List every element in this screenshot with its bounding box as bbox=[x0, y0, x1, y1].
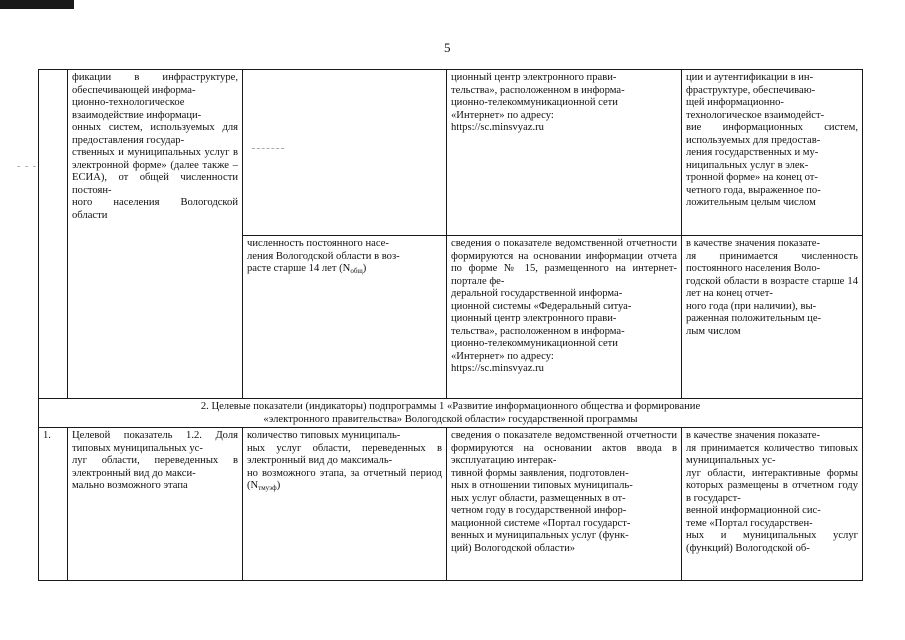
variable-close: ) bbox=[362, 263, 367, 274]
calculation-note-cell: в качестве значения показате- ля принимается количество типовых муниципальных ус- луг области, интерактивные формы которых размещены в отчетном году в государст- венной информационной сис- теме «Портал государствен- ных и муниципальных услуг (функций) Вологодской об- bbox=[686, 430, 858, 554]
indicator-name-cell: фикации в инфраструктуре, обеспечивающей информа- ционно-технологическое взаимодействие информаци- онных систем, используемых для предоставления государ- ственных и муниципальных услуг в электронной форме» (далее также – ЕСИА), от общей численности постоян- ного населения Вологодской области bbox=[72, 72, 238, 221]
calculation-note-cell: в качестве значения показате- ля принимается численность постоянного населения Воло- годской области в возрасте старше 14 лет на конец отчет- ного года (при наличии), вы- раженная положительным це- лым числом bbox=[686, 238, 858, 337]
variable-subscript: тмуэф bbox=[258, 484, 277, 492]
table-bottom-border bbox=[38, 580, 863, 581]
data-source-cell: ционный центр электронного прави- тельства», расположенном в информа- ционно-телекоммуникационной сети «Интернет» по адресу: https://sc.minsvyaz.ru bbox=[451, 72, 625, 133]
margin-mark: - - - bbox=[17, 161, 37, 172]
variable-text: численность постоянного насе- ления Вологодской области в воз- расте старше 14 лет (N bbox=[247, 238, 400, 274]
services-variable-cell bbox=[243, 428, 446, 580]
table-right-border bbox=[862, 69, 863, 580]
faint-scan-mark bbox=[252, 148, 284, 149]
population-variable-cell bbox=[243, 236, 446, 398]
row-number: 1. bbox=[43, 430, 51, 441]
indicator-name-cell: Целевой показатель 1.2. Доля типовых муниципальных ус- луг области, переведенных в электронный вид до макси- мально возможного этапа bbox=[72, 430, 238, 491]
variable-subscript: общ bbox=[350, 267, 363, 275]
section-header: 2. Целевые показатели (индикаторы) подпрограммы 1 «Развитие информационного общества и формирование «электронного правительства» Вологодской области» государственной программы bbox=[200, 401, 701, 425]
variable-text: количество типовых муниципаль- ных услуг области, переведенных в электронный вид до максималь- но возможного этапа, за отчетный период (N bbox=[247, 430, 442, 491]
scan-edge-mark bbox=[0, 0, 74, 9]
page-number: 5 bbox=[444, 40, 451, 55]
variable-close: ) bbox=[276, 480, 281, 491]
data-source-cell: сведения о показателе ведомственной отчетности формируются на основании актов ввода в эксплуатацию интерак- тивной формы заявления, подготовлен- ных в отношении типовых муниципаль- ных услуг области, размещенных в от- четном году в государственной инфор- мационной системе «Портал государст- венных и муниципальных услуг (функ- ций) Вологодской области» bbox=[451, 430, 677, 554]
data-source-cell: сведения о показателе ведомственной отчетности формируются на основании информации отчета по форме № 15, размещенного на интернет-портале фе- деральной государственной информа- ционной системы «Федеральный ситуа- ционный центр электронного прави- тельства», расположенном в информа- ционно-телекоммуникационной сети «Интернет» по адресу: https://sc.minsvyaz.ru bbox=[451, 238, 677, 374]
calculation-note-cell: ции и аутентификации в ин- фраструктуре, обеспечиваю- щей информационно- технологическое взаимодейст- вие информационных систем, используемых для предостав- ления государственных и му- ниципальных услуг в элек- тронной форме» на конец от- четного года, выраженное по- ложительным целым числом bbox=[686, 72, 858, 208]
